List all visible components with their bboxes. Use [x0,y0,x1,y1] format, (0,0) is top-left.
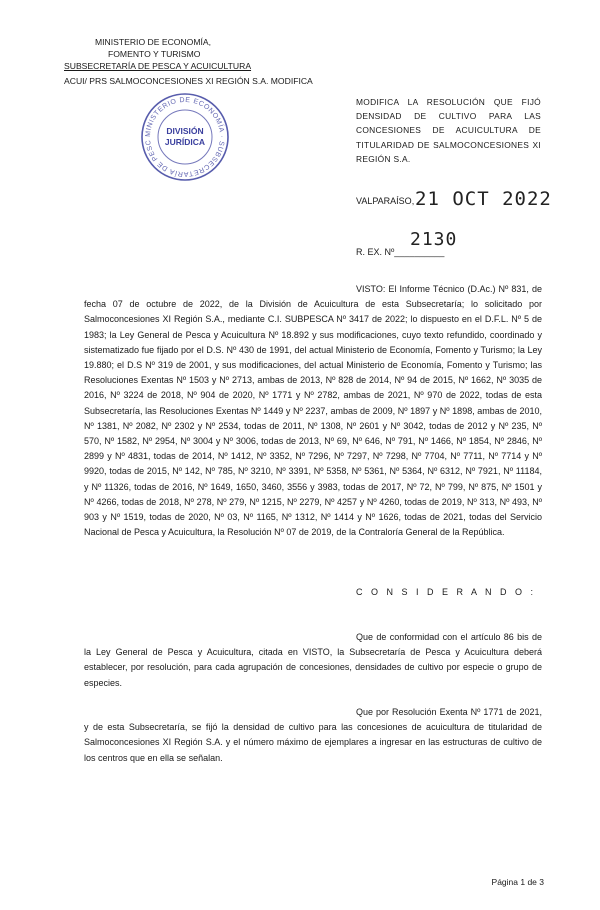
stamp-seal [140,92,230,182]
considerando-heading: C O N S I D E R A N D O : [356,587,537,597]
ministry-name-line1: MINISTERIO DE ECONOMÍA, [95,37,212,47]
place-label: VALPARAÍSO, [356,196,415,206]
stamp-ring-text: MINISTERIO DE ECONOMÍA · SUBSECRETARÍA DE PESC [144,96,226,178]
considerando-2-paragraph: Que por Resolución Exenta Nº 1771 de 2021, y de esta Subsecretaría, se fijó la densidad de cultivo para las concesiones de acuicultura de titularidad de Salmoconcesiones XI Región S.A. y el número máximo de ejemplares a ingresar en las estructuras de cultivo de los centros que en ella se señalan. [84,707,542,763]
resolution-number: 2130 [410,229,458,250]
undersecretary-name: SUBSECRETARÍA DE PESCA Y ACUICULTURA [64,61,252,71]
date-stamp: 21 OCT 2022 [415,188,552,210]
resolution-label: R. EX. Nº__________ [356,247,445,257]
page-number: Página 1 de 3 [491,877,544,887]
stamp-center-line2: JURÍDICA [164,137,206,147]
reference-code: ACUI/ PRS SALMOCONCESIONES XI REGIÓN S.A. MODIFICA [64,76,313,86]
ministry-name-line2: FOMENTO Y TURISMO [108,49,201,59]
stamp-center-line1: DIVISIÓN [166,126,204,136]
division-juridica-stamp [140,92,230,182]
visto-paragraph: VISTO: El Informe Técnico (D.Ac.) Nº 831, de fecha 07 de octubre de 2022, de la División de Acuicultura de esta Subsecretaría; lo solicitado por Salmoconcesiones XI Región S.A., mediante C.I. SUBPESCA Nº 3417 de 2022; lo dispuesto en el D.F.L. Nº 5 de 1983; la Ley General de Pesca y Acuicultura Nº 18.892 y sus modificaciones, cuyo texto refundido, coordinado y sistematizado fue fijado por el D.S. Nº 430 de 1991, del actual Ministerio de Economía, Fomento y Turismo; la Ley 19.880; el D.S Nº 319 de 2001, y sus modificaciones, del actual Ministerio de Economía, Fomento y Turismo; las Resoluciones Exentas Nº 1503 y Nº 2713, ambas de 2013, Nº 828 de 2014, Nº 94 de 2015, Nº 1662, Nº 3035 de 2016, Nº 3224 de 2018, Nº 904 de 2020, Nº 1771 y Nº 2782, ambas de 2021, Nº 970 de 2022, todas de esta Subsecretaría, las Resoluciones Exentas Nº 1449 y Nº 2237, ambas de 2009, Nº 1897 y Nº 1898, ambas de 2010, Nº 1381, Nº 2082, Nº 2302 y Nº 2534, todas de 2011, Nº 1308, Nº 2601 y Nº 3042, todas de 2012 y Nº 235, Nº 570, Nº 1582, Nº 2954, Nº 3004 y Nº 3006, todas de 2013, Nº 69, Nº 646, Nº 791, Nº 1466, Nº 1854, Nº 2846, Nº 2899 y Nº 4831, todas de 2014, Nº 1412, Nº 3352, Nº 7296, Nº 7297, Nº 7298, Nº 7704, Nº 7711, Nº 7714 y Nº 9920, todas de 2015, Nº 142, Nº 785, Nº 3210, Nº 3391, Nº 5358, Nº 5361, Nº 5364, Nº 6312, Nº 7921, Nº 11184, y Nº 11326, todas de 2016, Nº 1649, 1650, 3460, 3556 y 3983, todas de 2017, Nº 72, Nº 799, Nº 875, Nº 1501 y Nº 4266, todas de 2018, Nº 278, Nº 279, Nº 1215, Nº 2279, Nº 4257 y Nº 4260, todas de 2019, Nº 313, Nº 493, Nº 903 y Nº 1519, todas de 2020, Nº 03, Nº 1165, Nº 1312, Nº 1414 y Nº 1626, todas de 2021, todas del Servicio Nacional de Pesca y Acuicultura, la Resolución Nº 07 de 2019, de la Contraloría General de la República. [84,284,542,538]
considerando-1-paragraph: Que de conformidad con el artículo 86 bis de la Ley General de Pesca y Acuicultura, citada en VISTO, la Subsecretaría de Pesca y Acuicultura deberá establecer, por resolución, para cada agrupación de concesiones, densidades de cultivo por especie o grupo de especies. [84,632,542,688]
resolution-title: MODIFICA LA RESOLUCIÓN QUE FIJÓ DENSIDAD DE CULTIVO PARA LAS CONCESIONES DE ACUICULTURA DE TITULARIDAD DE SALMOCONCESIONES XI REGIÓN S.A. [356,97,541,164]
